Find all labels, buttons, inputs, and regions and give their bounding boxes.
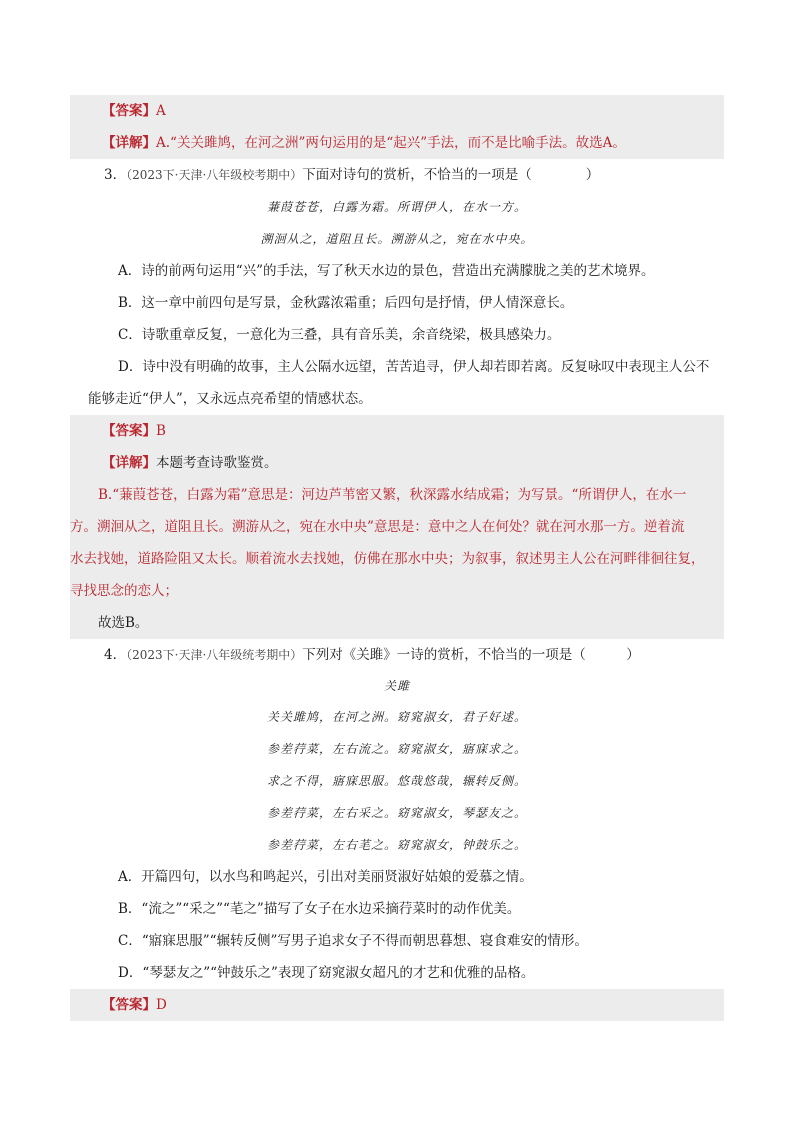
option-a: A．开篇四句，以水鸟和鸣起兴，引出对美丽贤淑好姑娘的爱慕之情。 [118, 869, 533, 885]
answer-value: D [156, 997, 167, 1013]
detail-text: A.“关关雎鸠，在河之洲”两句运用的是“起兴”手法，而不是比喻手法。故选A。 [156, 135, 626, 151]
detail-paragraph-line: 寻找思念的恋人； [70, 583, 178, 599]
answer-block-q3 [70, 415, 724, 639]
detail-line [70, 127, 724, 159]
poem-line: 参差荇菜，左右流之。窈窕淑女，寤寐求之。 [266, 742, 527, 756]
option-b: B．“流之”“采之”“芼之”描写了女子在水边采摘荇菜时的动作优美。 [118, 901, 521, 917]
detail-intro: 本题考查诗歌鉴赏。 [156, 455, 278, 471]
poem-title: 关雎 [383, 679, 410, 693]
detail-tag: 【详解】 [102, 455, 156, 471]
question-3 [70, 159, 724, 415]
poem-line: 参差荇菜，左右采之。窈窕淑女，琴瑟友之。 [266, 806, 527, 820]
answer-block-q2 [70, 95, 724, 159]
option-a: A．诗的前两句运用“兴”的手法，写了秋天水边的景色，营造出充满朦胧之美的艺术境界。 [118, 263, 655, 279]
question-source: （2023下·天津·八年级校考期中） [126, 168, 303, 182]
option-d: D．诗中没有明确的故事，主人公隔水远望，苦苦追寻，伊人却若即若离。反复咏叹中表现主人公不 [118, 359, 710, 375]
option-c: C．诗歌重章反复，一意化为三叠，具有音乐美，余音绕梁，极具感染力。 [118, 327, 561, 343]
detail-conclusion: 故选B。 [98, 615, 149, 631]
document-page [70, 95, 724, 1021]
answer-line [70, 989, 724, 1021]
question-text: 下列对《关雎》一诗的赏析，不恰当的一项是（ ） [302, 647, 640, 663]
detail-paragraph-line: 方。溯洄从之，道阻且长。溯游从之，宛在水中央”意思是：意中之人在何处？就在河水那一方。逆着流 [70, 519, 685, 535]
question-stem [70, 639, 724, 671]
option-d-continued: 能够走近“伊人”，又永远点亮希望的情感状态。 [88, 391, 372, 407]
question-stem [70, 159, 724, 191]
poem-line: 蒹葭苍苍，白露为霜。所谓伊人，在水一方。 [266, 200, 527, 214]
question-text: 下面对诗句的赏析，不恰当的一项是（ ） [302, 167, 600, 183]
question-number: 3． [104, 167, 127, 183]
detail-tag: 【详解】 [102, 135, 156, 151]
answer-value: A [156, 103, 166, 119]
poem-line: 溯洄从之，道阻且长。溯游从之，宛在水中央。 [260, 232, 534, 246]
question-4 [70, 639, 724, 989]
answer-line [70, 415, 724, 447]
poem-line: 求之不得，寤寐思服。悠哉悠哉，辗转反侧。 [266, 774, 527, 788]
answer-line [70, 95, 724, 127]
poem-line: 参差荇菜，左右芼之。窈窕淑女，钟鼓乐之。 [266, 838, 527, 852]
answer-tag: 【答案】 [102, 423, 156, 439]
answer-tag: 【答案】 [102, 997, 156, 1013]
detail-paragraph-line: 水去找她，道路险阻又太长。顺着流水去找她，仿佛在那水中央；为叙事，叙述男主人公在河畔徘徊往复， [70, 551, 705, 567]
option-b: B．这一章中前四句是写景，金秋露浓霜重；后四句是抒情，伊人情深意长。 [118, 295, 574, 311]
poem-line: 关关雎鸠，在河之洲。窈窕淑女，君子好逑。 [266, 710, 527, 724]
detail-paragraph-line: B.“蒹葭苍苍，白露为霜”意思是：河边芦苇密又繁，秋深露水结成霜；为写景。“所谓伊人，在水一 [98, 487, 687, 503]
option-d: D．“琴瑟友之”“钟鼓乐之”表现了窈窕淑女超凡的才艺和优雅的品格。 [118, 965, 535, 981]
detail-line [70, 447, 724, 479]
answer-value: B [156, 423, 166, 439]
question-source: （2023下·天津·八年级统考期中） [126, 648, 303, 662]
option-c: C．“寤寐思服”“辗转反侧”写男子追求女子不得而朝思暮想、寝食难安的情形。 [118, 933, 588, 949]
question-number: 4． [104, 647, 127, 663]
answer-block-q4 [70, 989, 724, 1021]
answer-tag: 【答案】 [102, 103, 156, 119]
